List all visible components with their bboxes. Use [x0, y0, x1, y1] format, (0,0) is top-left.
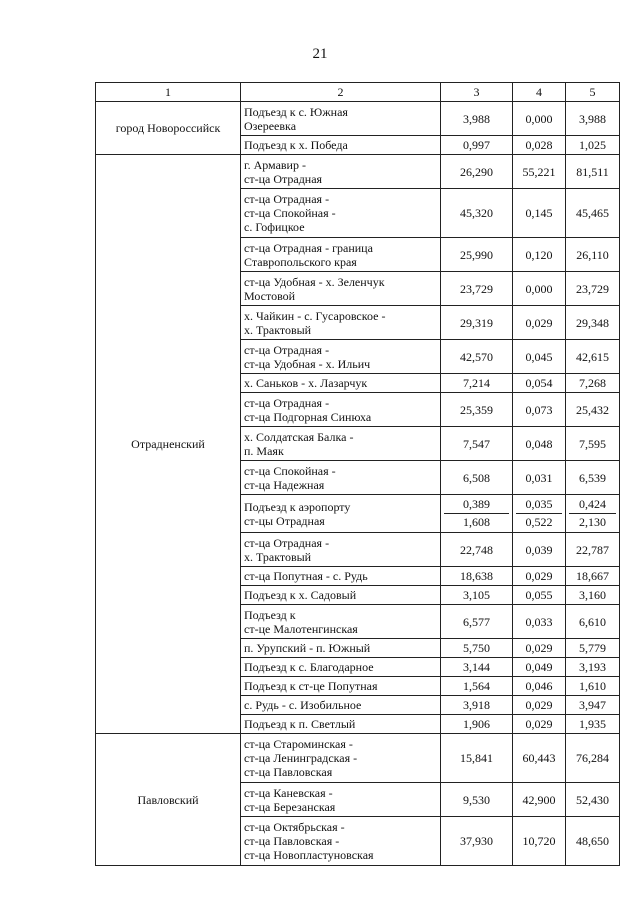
route-cell: г. Армавир - ст-ца Отрадная [241, 155, 441, 189]
route-cell: Подъезд к аэропорту ст-цы Отрадная [241, 495, 441, 533]
value-part: 0,035 [525, 497, 553, 511]
value-cell: 25,990 [441, 238, 513, 272]
value-cell: 0,029 [513, 567, 566, 586]
value-cell: 0,073 [513, 393, 566, 427]
value-cell: 0,029 [513, 696, 566, 715]
value-part: 0,389 [463, 497, 490, 511]
value-cell: 1,564 [441, 677, 513, 696]
value-cell: 7,214 [441, 374, 513, 393]
value-cell: 26,290 [441, 155, 513, 189]
column-header: 4 [513, 83, 566, 102]
value-cell: 29,348 [566, 306, 620, 340]
value-cell: 0,055 [513, 586, 566, 605]
route-cell: ст-ца Попутная - с. Рудь [241, 567, 441, 586]
route-cell: ст-ца Отрадная - ст-ца Подгорная Синюха [241, 393, 441, 427]
value-cell: 0,997 [441, 136, 513, 155]
route-cell: Подъезд к п. Светлый [241, 715, 441, 734]
value-cell: 0,031 [513, 461, 566, 495]
value-cell: 0,039 [513, 533, 566, 567]
value-cell: 0,045 [513, 340, 566, 374]
value-cell: 23,729 [566, 272, 620, 306]
value-cell: 5,750 [441, 639, 513, 658]
district-cell: Отрадненский [96, 155, 241, 734]
value-cell: 0,029 [513, 715, 566, 734]
value-cell: 0,048 [513, 427, 566, 461]
table-row [96, 102, 620, 136]
value-cell: 45,320 [441, 189, 513, 238]
roads-table-body [96, 83, 620, 866]
value-cell: 5,779 [566, 639, 620, 658]
value-cell: 0,046 [513, 677, 566, 696]
value-cell: 18,667 [566, 567, 620, 586]
roads-table [95, 82, 620, 866]
value-cell: 7,268 [566, 374, 620, 393]
value-cell: 1,906 [441, 715, 513, 734]
value-cell: 10,720 [513, 817, 566, 866]
column-header: 1 [96, 83, 241, 102]
route-cell: ст-ца Каневская - ст-ца Березанская [241, 783, 441, 817]
value-cell: 1,935 [566, 715, 620, 734]
route-cell: ст-ца Спокойная - ст-ца Надежная [241, 461, 441, 495]
value-cell: 7,547 [441, 427, 513, 461]
route-cell: ст-ца Отрадная - граница Ставропольского края [241, 238, 441, 272]
value-cell: 6,508 [441, 461, 513, 495]
table-row [96, 734, 620, 783]
value-cell: 0,029 [513, 306, 566, 340]
value-cell: 0,000 [513, 272, 566, 306]
value-cell: 76,284 [566, 734, 620, 783]
value-cell: 81,511 [566, 155, 620, 189]
value-cell: 3,144 [441, 658, 513, 677]
value-cell: 1,610 [566, 677, 620, 696]
value-cell: 0,054 [513, 374, 566, 393]
value-cell: 0,028 [513, 136, 566, 155]
table-header-row [96, 83, 620, 102]
column-header: 5 [566, 83, 620, 102]
value-cell: 25,359 [441, 393, 513, 427]
value-cell: 3,988 [566, 102, 620, 136]
value-cell: 60,443 [513, 734, 566, 783]
value-cell: 52,430 [566, 783, 620, 817]
route-cell: х. Саньков - х. Лазарчук [241, 374, 441, 393]
value-cell: 55,221 [513, 155, 566, 189]
route-cell: Подъезд к с. Благодарное [241, 658, 441, 677]
value-cell: 42,615 [566, 340, 620, 374]
value-cell: 37,930 [441, 817, 513, 866]
value-cell: 3,988 [441, 102, 513, 136]
value-cell: 45,465 [566, 189, 620, 238]
value-cell: 42,900 [513, 783, 566, 817]
value-cell: 0,029 [513, 639, 566, 658]
route-cell: с. Рудь - с. Изобильное [241, 696, 441, 715]
value-cell: 23,729 [441, 272, 513, 306]
value-cell: 15,841 [441, 734, 513, 783]
route-cell: Подъезд к х. Садовый [241, 586, 441, 605]
district-cell: город Новороссийск [96, 102, 241, 155]
value-cell: 22,748 [441, 533, 513, 567]
page-number: 21 [312, 46, 328, 62]
table-row [96, 155, 620, 189]
value-cell: 42,570 [441, 340, 513, 374]
route-cell: Подъезд к х. Победа [241, 136, 441, 155]
route-cell: Подъезд к ст-це Малотенгинская [241, 605, 441, 639]
value-cell: 29,319 [441, 306, 513, 340]
value-cell: 0,000 [513, 102, 566, 136]
route-cell: п. Урупский - п. Южный [241, 639, 441, 658]
value-cell: 22,787 [566, 533, 620, 567]
value-cell: 1,025 [566, 136, 620, 155]
value-cell: 3,947 [566, 696, 620, 715]
value-part: 0,522 [516, 513, 562, 531]
value-cell: 3,918 [441, 696, 513, 715]
value-cell-split [513, 495, 566, 533]
column-header: 3 [441, 83, 513, 102]
value-part: 0,424 [579, 497, 606, 511]
value-cell: 0,033 [513, 605, 566, 639]
route-cell: х. Чайкин - с. Гусаровское - х. Трактовый [241, 306, 441, 340]
district-cell: Павловский [96, 734, 241, 866]
value-part: 2,130 [569, 513, 616, 531]
column-header: 2 [241, 83, 441, 102]
value-cell: 9,530 [441, 783, 513, 817]
value-cell: 25,432 [566, 393, 620, 427]
value-cell: 0,120 [513, 238, 566, 272]
value-cell: 3,160 [566, 586, 620, 605]
value-cell: 6,577 [441, 605, 513, 639]
route-cell: ст-ца Удобная - х. Зеленчук Мостовой [241, 272, 441, 306]
value-cell-split [441, 495, 513, 533]
value-cell: 7,595 [566, 427, 620, 461]
value-cell: 6,539 [566, 461, 620, 495]
value-cell: 18,638 [441, 567, 513, 586]
value-cell: 6,610 [566, 605, 620, 639]
value-cell-split [566, 495, 620, 533]
value-cell: 3,193 [566, 658, 620, 677]
route-cell: Подъезд к ст-це Попутная [241, 677, 441, 696]
value-cell: 0,049 [513, 658, 566, 677]
route-cell: ст-ца Отрадная - ст-ца Спокойная - с. Гофицкое [241, 189, 441, 238]
route-cell: ст-ца Отрадная - х. Трактовый [241, 533, 441, 567]
route-cell: ст-ца Октябрьская - ст-ца Павловская - ст-ца Новопластуновская [241, 817, 441, 866]
route-cell: ст-ца Староминская - ст-ца Ленинградская - ст-ца Павловская [241, 734, 441, 783]
route-cell: Подъезд к с. Южная Озереевка [241, 102, 441, 136]
value-cell: 3,105 [441, 586, 513, 605]
value-cell: 48,650 [566, 817, 620, 866]
route-cell: ст-ца Отрадная - ст-ца Удобная - х. Ильич [241, 340, 441, 374]
value-cell: 0,145 [513, 189, 566, 238]
value-cell: 26,110 [566, 238, 620, 272]
route-cell: х. Солдатская Балка - п. Маяк [241, 427, 441, 461]
value-part: 1,608 [444, 513, 509, 531]
